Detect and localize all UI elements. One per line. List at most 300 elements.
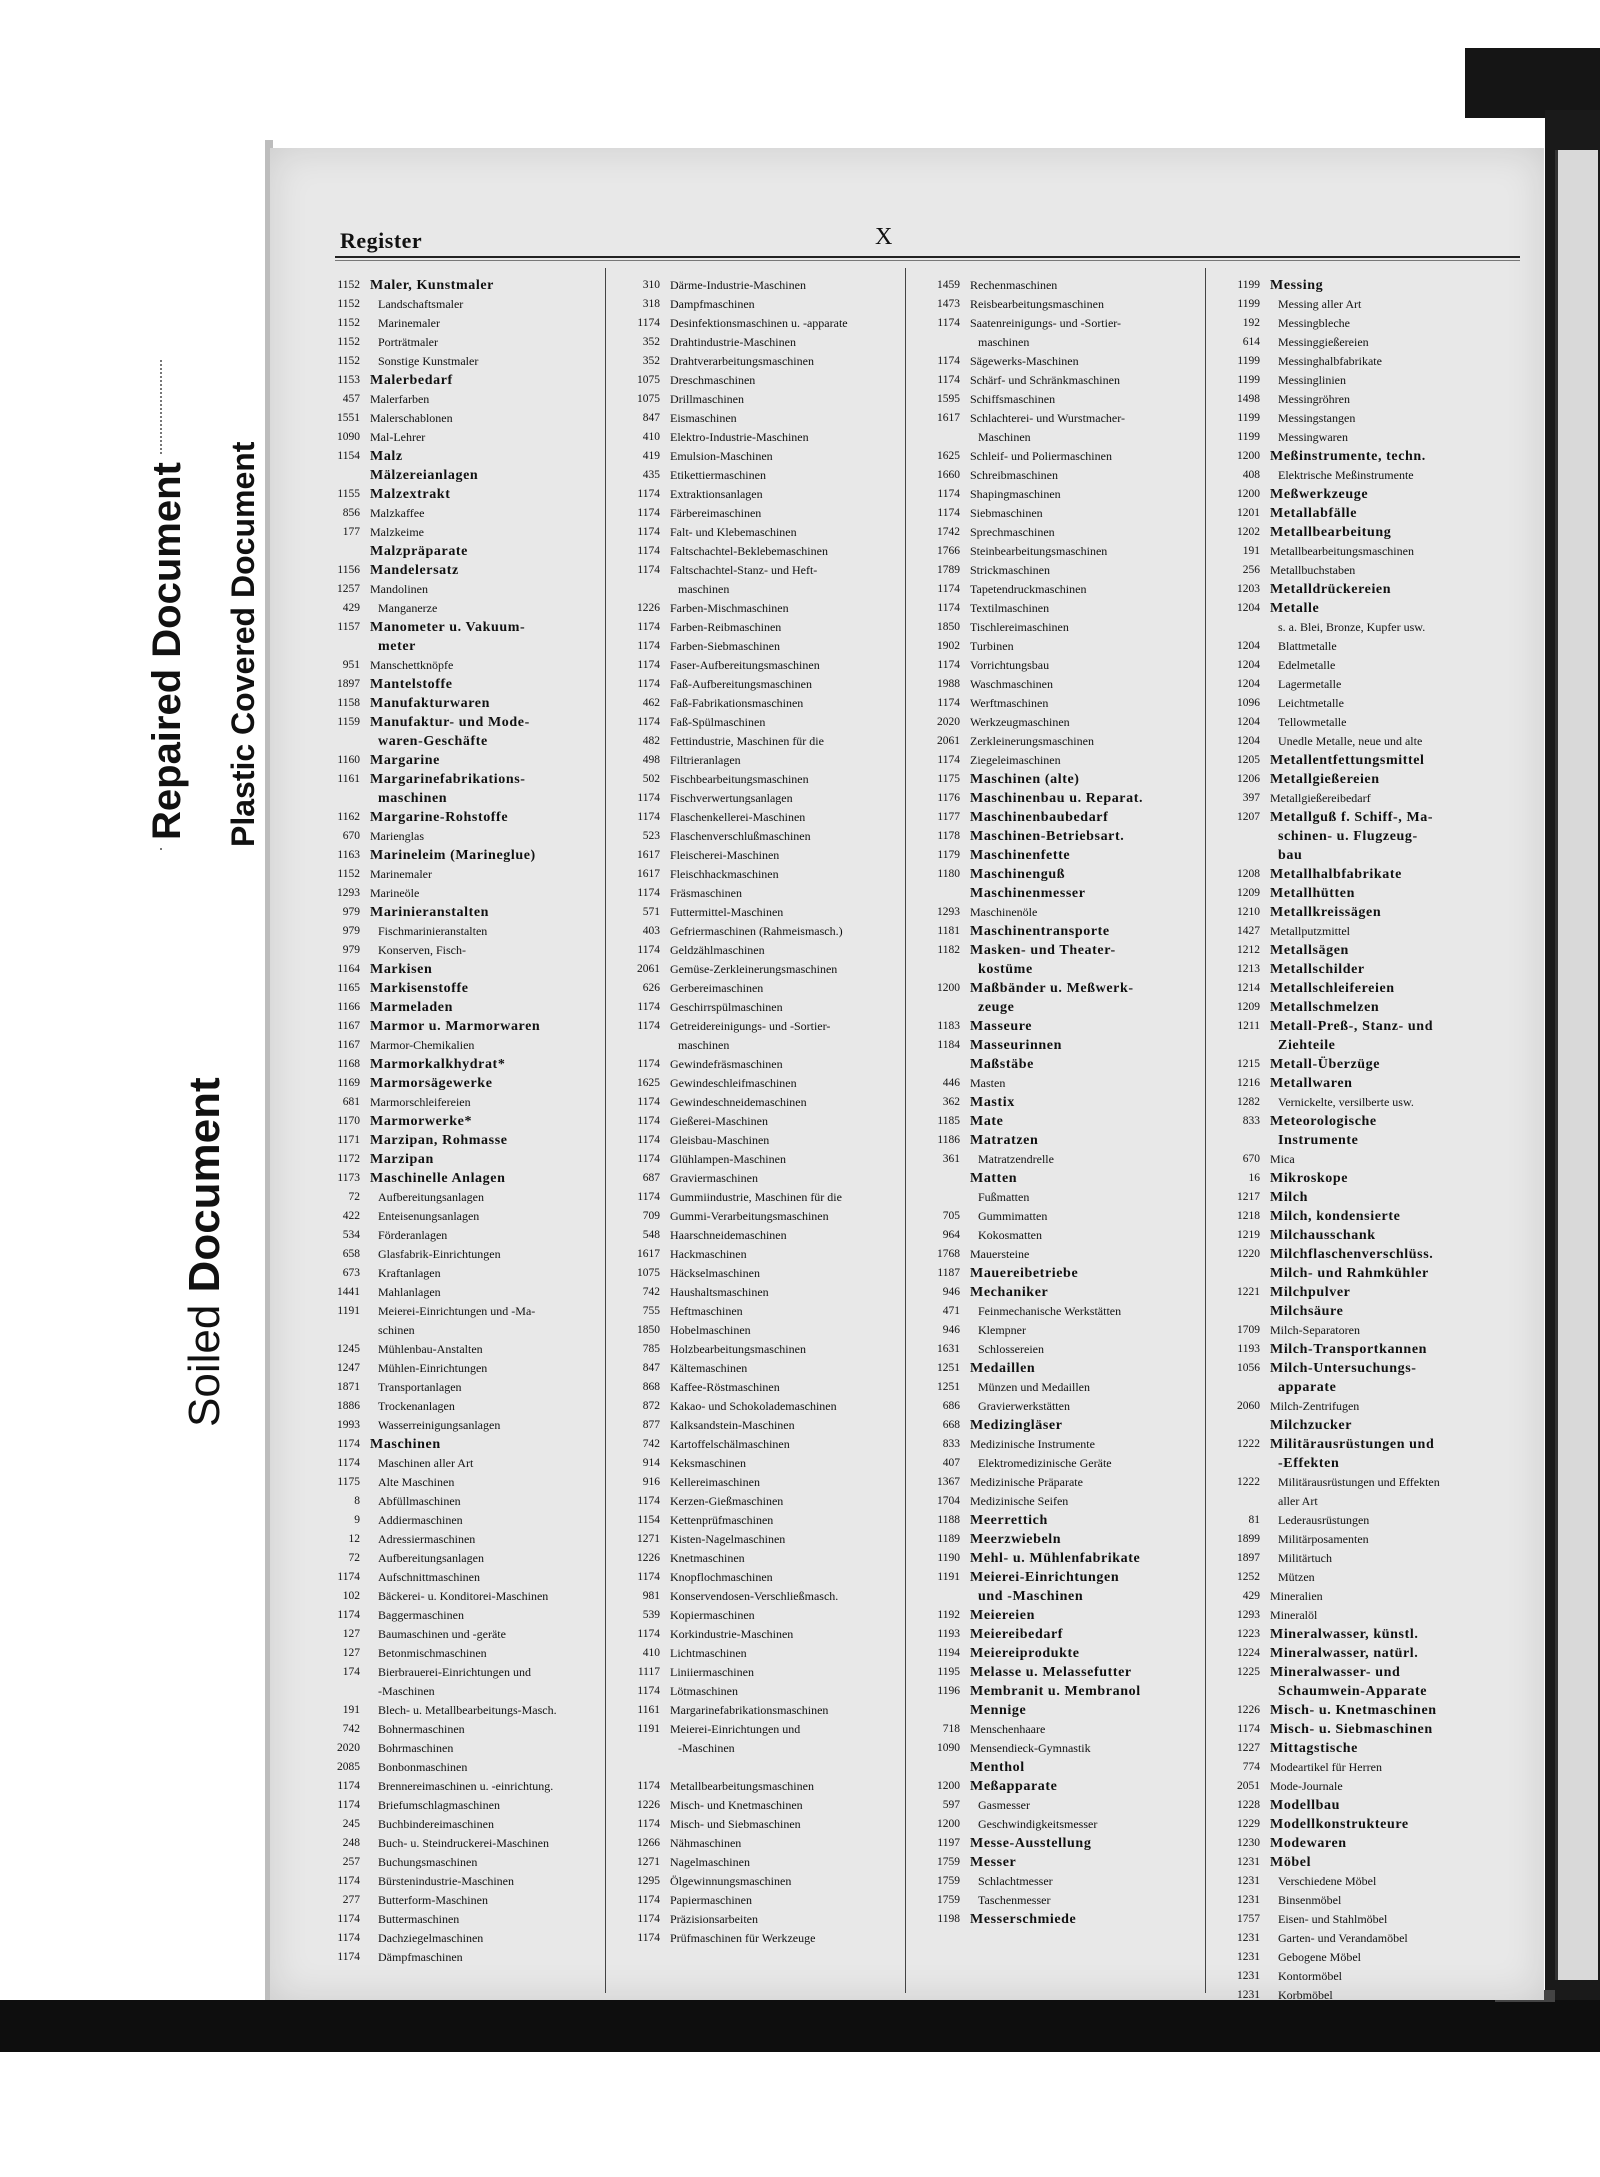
entry-label: Schärf- und Schränkmaschinen bbox=[970, 373, 1120, 387]
entry-label: Lichtmaschinen bbox=[670, 1646, 747, 1660]
entry-label: aller Art bbox=[1278, 1494, 1318, 1508]
entry-label: Messinggießereien bbox=[1278, 335, 1369, 349]
index-entry bbox=[310, 580, 595, 599]
entry-label: Elektrische Meßinstrumente bbox=[1278, 468, 1414, 482]
index-entry bbox=[610, 1093, 895, 1112]
entry-page-number: 1174 bbox=[637, 887, 660, 899]
index-heading bbox=[910, 1587, 1195, 1606]
entry-label: Milch- und Rahmkühler bbox=[1270, 1266, 1429, 1281]
index-heading bbox=[1210, 808, 1495, 827]
entry-page-number: 1199 bbox=[1237, 431, 1260, 443]
index-heading bbox=[310, 694, 595, 713]
entry-label: Margarinefabrikationsmaschinen bbox=[670, 1703, 829, 1717]
page-number: X bbox=[875, 224, 893, 250]
entry-label: Lederausrüstungen bbox=[1278, 1513, 1370, 1527]
entry-label: Modellbau bbox=[1270, 1798, 1340, 1813]
index-entry bbox=[910, 1207, 1195, 1226]
index-heading bbox=[1210, 1682, 1495, 1701]
entry-page-number: 1191 bbox=[637, 1723, 660, 1735]
index-column-3 bbox=[910, 276, 1195, 1986]
entry-label: Hackmaschinen bbox=[670, 1247, 747, 1261]
entry-label: Membranit u. Membranol bbox=[970, 1684, 1141, 1699]
index-heading bbox=[1210, 447, 1495, 466]
entry-page-number: 102 bbox=[342, 1590, 360, 1602]
entry-page-number: 1225 bbox=[1237, 1666, 1260, 1678]
index-heading bbox=[1210, 504, 1495, 523]
entry-page-number: 1174 bbox=[337, 1609, 360, 1621]
index-heading bbox=[1210, 523, 1495, 542]
index-entry bbox=[310, 1739, 595, 1758]
index-entry bbox=[610, 1169, 895, 1188]
index-entry bbox=[310, 1834, 595, 1853]
index-entry bbox=[610, 770, 895, 789]
entry-page-number: 946 bbox=[942, 1324, 960, 1336]
index-heading bbox=[1210, 960, 1495, 979]
entry-label: Steinbearbeitungsmaschinen bbox=[970, 544, 1108, 558]
index-entry bbox=[310, 1188, 595, 1207]
entry-label: Marmorwerke* bbox=[370, 1114, 473, 1129]
index-entry bbox=[310, 1853, 595, 1872]
entry-label: Buchbindereimaschinen bbox=[378, 1817, 494, 1831]
entry-page-number: 1174 bbox=[337, 1932, 360, 1944]
index-entry bbox=[1210, 428, 1495, 447]
entry-label: Mastix bbox=[970, 1095, 1015, 1110]
index-entry bbox=[910, 618, 1195, 637]
index-heading bbox=[1210, 485, 1495, 504]
entry-page-number: 1204 bbox=[1237, 716, 1260, 728]
index-entry bbox=[610, 561, 895, 580]
index-entry bbox=[1210, 1150, 1495, 1169]
entry-label: Ziegeleimaschinen bbox=[970, 753, 1061, 767]
entry-label: Aufschnittmaschinen bbox=[378, 1570, 480, 1584]
index-heading bbox=[1210, 1074, 1495, 1093]
index-heading bbox=[1210, 1112, 1495, 1131]
index-entry bbox=[610, 1245, 895, 1264]
entry-page-number: 1218 bbox=[1237, 1210, 1260, 1222]
entry-page-number: 1153 bbox=[337, 374, 360, 386]
entry-label: Farben-Reibmaschinen bbox=[670, 620, 782, 634]
entry-label: Marzipan, Rohmasse bbox=[370, 1133, 508, 1148]
index-entry bbox=[1210, 789, 1495, 808]
entry-page-number: 1226 bbox=[637, 602, 660, 614]
index-entry bbox=[610, 580, 895, 599]
entry-label: Baggermaschinen bbox=[378, 1608, 464, 1622]
entry-page-number: 2061 bbox=[937, 735, 960, 747]
entry-label: Mälzereianlagen bbox=[370, 468, 479, 483]
stamp-document-word: Document bbox=[180, 1077, 229, 1293]
entry-page-number: 681 bbox=[342, 1096, 360, 1108]
entry-label: Glasfabrik-Einrichtungen bbox=[378, 1247, 501, 1261]
index-entry bbox=[910, 504, 1195, 523]
entry-label: Masken- und Theater- bbox=[970, 943, 1116, 958]
entry-label: Förderanlagen bbox=[378, 1228, 448, 1242]
entry-page-number: 847 bbox=[642, 412, 660, 424]
index-entry bbox=[610, 1321, 895, 1340]
entry-page-number: 1227 bbox=[1237, 1742, 1260, 1754]
entry-label: Kontormöbel bbox=[1278, 1969, 1342, 1983]
entry-label: Margarine-Rohstoffe bbox=[370, 810, 509, 825]
index-entry bbox=[1210, 1910, 1495, 1929]
index-entry bbox=[610, 713, 895, 732]
entry-label: Leichtmetalle bbox=[1278, 696, 1344, 710]
entry-page-number: 1199 bbox=[1237, 279, 1260, 291]
index-entry bbox=[910, 371, 1195, 390]
entry-label: Misch- u. Knetmaschinen bbox=[1270, 1703, 1437, 1718]
index-heading bbox=[310, 1055, 595, 1074]
entry-label: Gummimatten bbox=[978, 1209, 1048, 1223]
index-heading bbox=[1210, 1644, 1495, 1663]
index-heading bbox=[910, 979, 1195, 998]
index-heading bbox=[910, 1663, 1195, 1682]
entry-page-number: 81 bbox=[1248, 1514, 1260, 1526]
entry-label: Manschettknöpfe bbox=[370, 658, 454, 672]
entry-page-number: 1897 bbox=[1237, 1552, 1260, 1564]
entry-page-number: 1177 bbox=[937, 811, 960, 823]
entry-page-number: 2051 bbox=[1237, 1780, 1260, 1792]
scan-edge-bottom bbox=[0, 2000, 1600, 2052]
entry-page-number: 1899 bbox=[1237, 1533, 1260, 1545]
index-entry bbox=[610, 846, 895, 865]
entry-label: Färbereimaschinen bbox=[670, 506, 762, 520]
entry-label: Shapingmaschinen bbox=[970, 487, 1061, 501]
index-entry bbox=[610, 1625, 895, 1644]
register-page bbox=[270, 148, 1544, 2000]
entry-label: Fräsmaschinen bbox=[670, 886, 742, 900]
entry-label: Buch- u. Steindruckerei-Maschinen bbox=[378, 1836, 549, 1850]
entry-label: Messingröhren bbox=[1278, 392, 1350, 406]
entry-label: Marmeladen bbox=[370, 1000, 453, 1015]
index-entry bbox=[1210, 675, 1495, 694]
entry-page-number: 742 bbox=[642, 1286, 660, 1298]
index-entry bbox=[1210, 1606, 1495, 1625]
entry-label: Metallabfälle bbox=[1270, 506, 1358, 521]
entry-page-number: 318 bbox=[642, 298, 660, 310]
index-entry bbox=[310, 656, 595, 675]
entry-page-number: 1152 bbox=[337, 336, 360, 348]
entry-page-number: 1213 bbox=[1237, 963, 1260, 975]
entry-label: Eisen- und Stahlmöbel bbox=[1278, 1912, 1388, 1926]
index-heading bbox=[1210, 1435, 1495, 1454]
entry-page-number: 1226 bbox=[637, 1799, 660, 1811]
stamp-soiled-document bbox=[180, 1069, 230, 1435]
index-heading bbox=[310, 1112, 595, 1131]
entry-page-number: 1117 bbox=[637, 1666, 660, 1678]
index-entry bbox=[310, 1682, 595, 1701]
entry-page-number: 1759 bbox=[937, 1856, 960, 1868]
entry-label: Marmorkalkhydrat* bbox=[370, 1057, 506, 1072]
index-entry bbox=[610, 333, 895, 352]
index-entry bbox=[910, 1150, 1195, 1169]
index-heading bbox=[1210, 1283, 1495, 1302]
entry-page-number: 1595 bbox=[937, 393, 960, 405]
entry-page-number: 419 bbox=[642, 450, 660, 462]
entry-label: Metallbearbeitung bbox=[1270, 525, 1392, 540]
entry-label: Modewaren bbox=[1270, 1836, 1347, 1851]
entry-label: Tischlereimaschinen bbox=[970, 620, 1069, 634]
entry-label: Messe-Ausstellung bbox=[970, 1836, 1092, 1851]
entry-page-number: 397 bbox=[1242, 792, 1260, 804]
entry-label: -Maschinen bbox=[378, 1684, 435, 1698]
entry-page-number: 1184 bbox=[937, 1039, 960, 1051]
entry-label: -Maschinen bbox=[678, 1741, 735, 1755]
index-entry bbox=[1210, 637, 1495, 656]
index-entry bbox=[910, 314, 1195, 333]
entry-label: Geldzählmaschinen bbox=[670, 943, 765, 957]
entry-page-number: 1210 bbox=[1237, 906, 1260, 918]
index-entry bbox=[910, 466, 1195, 485]
entry-page-number: 1631 bbox=[937, 1343, 960, 1355]
stamp-soiled-word: Soiled bbox=[180, 1304, 229, 1427]
entry-label: Graviermaschinen bbox=[670, 1171, 758, 1185]
entry-label: Maßstäbe bbox=[970, 1057, 1034, 1072]
entry-label: Gießerei-Maschinen bbox=[670, 1114, 768, 1128]
index-entry bbox=[610, 808, 895, 827]
index-entry bbox=[610, 1910, 895, 1929]
entry-label: Trockenanlagen bbox=[378, 1399, 455, 1413]
entry-label: Mica bbox=[1270, 1152, 1295, 1166]
entry-page-number: 1206 bbox=[1237, 773, 1260, 785]
entry-label: Marineöle bbox=[370, 886, 420, 900]
entry-label: Faß-Aufbereitungsmaschinen bbox=[670, 677, 812, 691]
index-entry bbox=[610, 675, 895, 694]
entry-label: Marmor-Chemikalien bbox=[370, 1038, 475, 1052]
entry-page-number: 1660 bbox=[937, 469, 960, 481]
index-entry bbox=[610, 656, 895, 675]
entry-page-number: 833 bbox=[1242, 1115, 1260, 1127]
entry-label: Metallgießereien bbox=[1270, 772, 1380, 787]
entry-page-number: 1174 bbox=[337, 1799, 360, 1811]
entry-page-number: 1252 bbox=[1237, 1571, 1260, 1583]
index-heading bbox=[310, 1131, 595, 1150]
entry-label: Mineralöl bbox=[1270, 1608, 1318, 1622]
entry-label: Maßbänder u. Meßwerk- bbox=[970, 981, 1134, 996]
index-heading bbox=[310, 447, 595, 466]
entry-label: Abfüllmaschinen bbox=[378, 1494, 461, 1508]
entry-page-number: 1174 bbox=[937, 583, 960, 595]
index-entry bbox=[310, 1720, 595, 1739]
entry-label: Nagelmaschinen bbox=[670, 1855, 750, 1869]
entry-page-number: 1709 bbox=[1237, 1324, 1260, 1336]
entry-label: schinen- u. Flugzeug- bbox=[1278, 829, 1418, 844]
entry-page-number: 1171 bbox=[337, 1134, 360, 1146]
index-heading bbox=[310, 485, 595, 504]
entry-label: Maler, Kunstmaler bbox=[370, 278, 494, 293]
index-heading bbox=[1210, 1625, 1495, 1644]
entry-page-number: 1158 bbox=[337, 697, 360, 709]
entry-label: Metallbearbeitungsmaschinen bbox=[670, 1779, 814, 1793]
entry-page-number: 1251 bbox=[937, 1381, 960, 1393]
entry-label: Haarschneidemaschinen bbox=[670, 1228, 787, 1242]
entry-page-number: 1231 bbox=[1237, 1970, 1260, 1982]
entry-page-number: 1174 bbox=[637, 1001, 660, 1013]
entry-page-number: 403 bbox=[642, 925, 660, 937]
entry-page-number: 1168 bbox=[337, 1058, 360, 1070]
entry-page-number: 1222 bbox=[1237, 1476, 1260, 1488]
index-entry bbox=[610, 1929, 895, 1948]
entry-page-number: 1152 bbox=[337, 317, 360, 329]
index-entry bbox=[910, 599, 1195, 618]
index-entry bbox=[1210, 333, 1495, 352]
entry-label: Metallsägen bbox=[1270, 943, 1349, 958]
index-heading bbox=[910, 1834, 1195, 1853]
entry-page-number: 785 bbox=[642, 1343, 660, 1355]
stamp-repaired-document: Repaired Document bbox=[145, 454, 190, 848]
index-entry bbox=[310, 1625, 595, 1644]
entry-label: Geschirrspülmaschinen bbox=[670, 1000, 783, 1014]
index-heading bbox=[310, 1150, 595, 1169]
entry-page-number: 2060 bbox=[1237, 1400, 1260, 1412]
entry-page-number: 1174 bbox=[637, 1818, 660, 1830]
index-entry bbox=[1210, 542, 1495, 561]
index-heading bbox=[310, 998, 595, 1017]
index-entry bbox=[610, 390, 895, 409]
entry-label: Flaschenverschlußmaschinen bbox=[670, 829, 811, 843]
index-entry bbox=[610, 637, 895, 656]
entry-page-number: 1174 bbox=[637, 526, 660, 538]
entry-label: Papiermaschinen bbox=[670, 1893, 752, 1907]
entry-page-number: 1759 bbox=[937, 1875, 960, 1887]
entry-page-number: 1473 bbox=[937, 298, 960, 310]
entry-label: Marmorsägewerke bbox=[370, 1076, 493, 1091]
entry-page-number: 1231 bbox=[1237, 1875, 1260, 1887]
entry-label: Metallkreissägen bbox=[1270, 905, 1382, 920]
entry-page-number: 1174 bbox=[637, 1096, 660, 1108]
index-entry bbox=[910, 428, 1195, 447]
index-entry bbox=[610, 960, 895, 979]
entry-page-number: 1174 bbox=[637, 1685, 660, 1697]
entry-page-number: 1231 bbox=[1237, 1932, 1260, 1944]
index-entry bbox=[1210, 352, 1495, 371]
index-heading bbox=[1210, 903, 1495, 922]
index-heading bbox=[310, 1435, 595, 1454]
index-entry bbox=[1210, 1568, 1495, 1587]
entry-page-number: 1174 bbox=[637, 792, 660, 804]
index-entry bbox=[610, 694, 895, 713]
entry-page-number: 1075 bbox=[637, 1267, 660, 1279]
entry-page-number: 979 bbox=[342, 925, 360, 937]
entry-page-number: 1152 bbox=[337, 355, 360, 367]
entry-label: Malzpräparate bbox=[370, 544, 468, 559]
index-entry bbox=[910, 1473, 1195, 1492]
entry-page-number: 833 bbox=[942, 1438, 960, 1450]
entry-label: Kalksandstein-Maschinen bbox=[670, 1418, 795, 1432]
index-entry bbox=[910, 523, 1195, 542]
entry-page-number: 1229 bbox=[1237, 1818, 1260, 1830]
entry-page-number: 1193 bbox=[937, 1628, 960, 1640]
index-entry bbox=[310, 1264, 595, 1283]
entry-label: Medizingläser bbox=[970, 1418, 1063, 1433]
entry-label: waren-Geschäfte bbox=[378, 734, 488, 749]
entry-label: Masseurinnen bbox=[970, 1038, 1062, 1053]
index-entry bbox=[610, 1549, 895, 1568]
index-heading bbox=[910, 1910, 1195, 1929]
entry-label: Fischbearbeitungsmaschinen bbox=[670, 772, 809, 786]
entry-page-number: 1179 bbox=[937, 849, 960, 861]
index-entry bbox=[1210, 561, 1495, 580]
entry-label: Medizinische Präparate bbox=[970, 1475, 1083, 1489]
entry-label: Metallhalbfabrikate bbox=[1270, 867, 1402, 882]
index-entry bbox=[310, 1397, 595, 1416]
entry-label: Sprechmaschinen bbox=[970, 525, 1055, 539]
index-entry bbox=[310, 314, 595, 333]
index-entry bbox=[610, 1283, 895, 1302]
entry-page-number: 127 bbox=[342, 1647, 360, 1659]
entry-page-number: 1768 bbox=[937, 1248, 960, 1260]
entry-page-number: 1498 bbox=[1237, 393, 1260, 405]
header-rule bbox=[335, 256, 1520, 258]
entry-label: Dachziegelmaschinen bbox=[378, 1931, 484, 1945]
entry-page-number: 482 bbox=[642, 735, 660, 747]
index-entry bbox=[610, 504, 895, 523]
index-heading bbox=[310, 789, 595, 808]
entry-label: Futtermittel-Maschinen bbox=[670, 905, 784, 919]
entry-label: Vorrichtungsbau bbox=[970, 658, 1050, 672]
entry-page-number: 1850 bbox=[637, 1324, 660, 1336]
entry-label: Milch-Transportkannen bbox=[1270, 1342, 1428, 1357]
entry-label: Bonbonmaschinen bbox=[378, 1760, 468, 1774]
entry-label: Waschmaschinen bbox=[970, 677, 1054, 691]
index-entry bbox=[310, 1568, 595, 1587]
index-heading bbox=[1210, 1207, 1495, 1226]
entry-page-number: 1174 bbox=[937, 507, 960, 519]
entry-label: Schlachterei- und Wurstmacher- bbox=[970, 411, 1125, 425]
index-entry bbox=[1210, 1549, 1495, 1568]
index-heading bbox=[1210, 1720, 1495, 1739]
index-entry bbox=[610, 751, 895, 770]
entry-label: Korkindustrie-Maschinen bbox=[670, 1627, 794, 1641]
entry-label: Därme-Industrie-Maschinen bbox=[670, 278, 806, 292]
index-entry bbox=[610, 941, 895, 960]
entry-label: Maschinentransporte bbox=[970, 924, 1110, 939]
entry-page-number: 1459 bbox=[937, 279, 960, 291]
entry-page-number: 626 bbox=[642, 982, 660, 994]
index-entry bbox=[310, 295, 595, 314]
entry-page-number: 1154 bbox=[337, 450, 360, 462]
entry-page-number: 1174 bbox=[337, 1571, 360, 1583]
entry-page-number: 1199 bbox=[1237, 355, 1260, 367]
index-entry bbox=[610, 352, 895, 371]
entry-page-number: 435 bbox=[642, 469, 660, 481]
entry-label: Malerbedarf bbox=[370, 373, 453, 388]
index-entry bbox=[610, 1701, 895, 1720]
entry-label: Knopflochmaschinen bbox=[670, 1570, 773, 1584]
entry-label: maschinen bbox=[678, 1038, 730, 1052]
entry-page-number: 352 bbox=[642, 336, 660, 348]
entry-page-number: 1152 bbox=[337, 868, 360, 880]
index-entry bbox=[610, 1226, 895, 1245]
index-heading bbox=[1210, 1264, 1495, 1283]
index-entry bbox=[910, 713, 1195, 732]
entry-label: Mützen bbox=[1278, 1570, 1315, 1584]
index-entry bbox=[610, 1264, 895, 1283]
entry-label: Mineralien bbox=[1270, 1589, 1323, 1603]
entry-label: Aufbereitungsanlagen bbox=[378, 1551, 484, 1565]
index-entry bbox=[910, 580, 1195, 599]
index-entry bbox=[910, 1245, 1195, 1264]
entry-page-number: 1174 bbox=[937, 659, 960, 671]
entry-label: Mikroskope bbox=[1270, 1171, 1349, 1186]
entry-page-number: 277 bbox=[342, 1894, 360, 1906]
entry-page-number: 670 bbox=[1242, 1153, 1260, 1165]
entry-page-number: 1902 bbox=[937, 640, 960, 652]
entry-label: meter bbox=[378, 639, 416, 654]
entry-label: Manometer u. Vakuum- bbox=[370, 620, 526, 635]
entry-label: Metall-Überzüge bbox=[1270, 1057, 1381, 1072]
index-entry bbox=[610, 1682, 895, 1701]
entry-page-number: 1185 bbox=[937, 1115, 960, 1127]
scan-edge-right-light bbox=[1555, 150, 1598, 1980]
index-entry bbox=[610, 732, 895, 751]
